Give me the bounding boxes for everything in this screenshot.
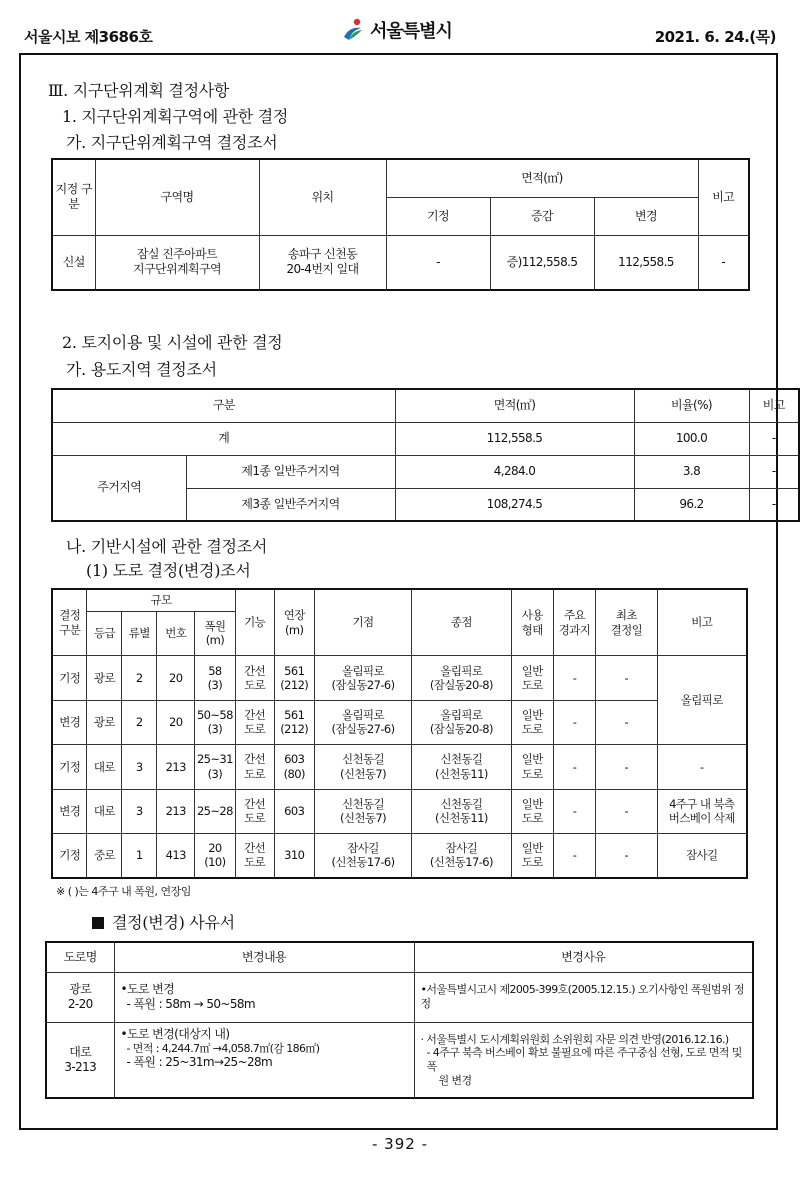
cell-line: 310 [284,848,305,863]
cell [157,656,195,700]
col-header: 면적(㎡) [395,389,634,422]
heading-land-use: 2. 토지이용 및 시설에 관한 결정 [62,333,283,352]
cell: 증)112,558.5 [490,235,594,290]
cell [412,656,511,700]
cell [157,833,195,878]
cell [235,789,274,833]
cell-line: 원 변경 [438,1073,472,1087]
cell-line: (신천동11) [434,811,488,826]
cell-line: (212) [280,677,309,692]
cell-line: 도로 [521,677,543,692]
zoning-table-body [51,388,800,522]
cell [46,1022,114,1098]
cell [412,789,511,833]
col-header: 구역명 [95,159,259,235]
cell [122,745,157,789]
cell-line: · 서울특별시 도시계획위원회 소위원회 자문 의견 반영(2016.12.16.) [420,1032,729,1046]
cell [553,745,595,789]
cell-line: 도로 [521,766,543,781]
cell-line: •도로 변경(대상지 내) [120,1026,230,1041]
heading-zoning: 가. 용도지역 결정조서 [66,360,217,379]
cell [87,745,122,789]
col-header: 기능 [235,589,274,656]
cell-line: 신천동길 [440,796,483,811]
col-header: 종점 [412,589,511,656]
cell-line: 잠사길 [685,848,718,863]
cell [511,656,553,700]
cell [511,789,553,833]
cell [314,745,411,789]
cell [46,972,114,1022]
cell [87,700,122,744]
cell-line: (80) [283,766,305,781]
cell [314,789,411,833]
cell [195,833,235,878]
district-area-table [51,158,750,291]
cell-line: 일반 [521,663,543,678]
col-header: 변경내용 [114,942,414,972]
cell [235,745,274,789]
cell-line: 신천동길 [341,796,384,811]
cell-line: 올림픽로 [680,692,723,707]
cell: 108,274.5 [395,488,634,521]
cell-line: 603 [284,752,305,767]
reason-table [45,941,754,1099]
cell: 계 [52,422,395,455]
header-line: 주요 [563,608,586,623]
heading-reason [92,910,235,933]
cell-line: 4주구 내 북측 [669,796,735,811]
cell: 신설 [52,235,95,290]
cell-line: 올림픽로 [341,663,384,678]
table-row [52,700,747,744]
cell [195,745,235,789]
cell-line: - [624,715,629,730]
cell [195,700,235,744]
cell-line: - 면적 : 4,244.7㎡ →4,058.7㎡(감 186㎡) [126,1041,320,1055]
cell-line: 20 [208,841,222,856]
col-header: 증감 [490,197,594,235]
col-header: 기정 [386,197,490,235]
col-header: 지정 구분 [52,159,95,235]
cell-line: 올림픽로 [341,707,384,722]
cell-line: (잠실동27-6) [331,722,395,737]
cell [95,235,259,290]
cell [122,656,157,700]
cell [235,700,274,744]
cell [114,1022,414,1098]
header-line: 형태 [521,622,543,637]
table-row [46,972,753,1022]
cell-line: - [699,759,704,774]
cell-line: 송파구 신천동 [287,247,358,262]
cell-line: 2 [135,715,143,730]
cell-line: 25~31 [196,752,233,767]
cell [274,789,314,833]
road-table [51,588,748,879]
cell-line: (잠실동20-8) [429,722,493,737]
cell-line: 25~28 [196,804,233,819]
cell: 제1종 일반주거지역 [186,455,395,488]
cell [596,833,657,878]
cell-line: 561 [284,663,305,678]
cell-line: 도로 [244,855,266,870]
cell-line: 3 [135,804,143,819]
road-footnote: ※ ( )는 4주구 내 폭원, 연장임 [56,885,191,898]
cell: 주거지역 [52,455,186,521]
col-header [596,589,657,656]
cell-line: 1 [135,848,143,863]
col-header: 구분 [52,389,395,422]
cell-line: 도로 [244,677,266,692]
col-header: 류별 [122,611,157,655]
cell-line: (3) [207,677,223,692]
table-row [52,833,747,878]
table-row [52,455,799,488]
col-header [511,589,553,656]
cell-line: 간선 [244,796,266,811]
cell-line: - [572,715,577,730]
section-heading-3: Ⅲ. 지구단위계획 결정사항 [48,81,230,100]
cell-line: (신천동7) [339,766,386,781]
col-header [274,589,314,656]
header-line: 사용 [521,608,543,623]
cell-line: 58 [208,663,222,678]
cell: 3.8 [634,455,749,488]
cell [596,789,657,833]
cell [274,656,314,700]
col-header [553,589,595,656]
cell-line: 일반 [521,707,543,722]
cell [87,789,122,833]
cell [114,972,414,1022]
table-row [52,656,747,700]
header-line: 결정일 [610,622,643,637]
cell-line: - 4주구 북측 버스베이 확보 불필요에 따른 주구중심 선형, 도로 면적 및 폭 [426,1046,742,1073]
cell-line: 버스베이 삭제 [668,811,735,826]
table-row [52,235,749,290]
col-header: 비고 [657,589,747,656]
seoul-emblem-icon [340,17,366,43]
cell-line: (신천동17-6) [331,855,395,870]
cell [122,700,157,744]
col-header [195,611,235,655]
cell [511,833,553,878]
cell [52,745,87,789]
cell-line: 올림픽로 [440,663,483,678]
col-header: 비고 [749,389,799,422]
seoul-logo [340,17,452,43]
col-header: 비고 [698,159,749,235]
cell [274,833,314,878]
cell-line: 일반 [521,752,543,767]
cell-line: 도로 [244,811,266,826]
cell-line: - [624,759,629,774]
cell-line: 간선 [244,707,266,722]
cell [52,833,87,878]
cell-line: - 폭원 : 25~31m→25~28m [126,1055,273,1070]
cell-line: (신천동17-6) [429,855,493,870]
cell [52,656,87,700]
col-header: 비율(%) [634,389,749,422]
cell: •서울특별시고시 제2005-399호(2005.12.15.) 오기사항인 폭원범위 정정 [414,972,753,1022]
cell [511,745,553,789]
cell-line: - [572,848,577,863]
cell-line: 신천동길 [440,752,483,767]
cell-line: 도로 [521,855,543,870]
cell: - [386,235,490,290]
col-header: 등급 [87,611,122,655]
cell [274,745,314,789]
cell-line: (신천동11) [434,766,488,781]
cell: 4,284.0 [395,455,634,488]
table-row [52,422,799,455]
cell-line: (212) [280,722,309,737]
cell-line: 신천동길 [341,752,384,767]
cell-line: 도로 [244,722,266,737]
cell [553,656,595,700]
cell [596,700,657,744]
cell-line: 20 [169,670,183,685]
header-line: 최초 [615,608,637,623]
cell [657,789,747,833]
col-header: 도로명 [46,942,114,972]
cell-line: 잠실 진주아파트 [136,247,218,262]
cell-line: - [624,804,629,819]
col-header: 변경사유 [414,942,753,972]
cell-line: 도로 [521,811,543,826]
gazette-issue: 서울시보 제3686호 [24,28,153,46]
cell [314,833,411,878]
page-number: - 392 - [372,1135,428,1153]
header-line: 연장 [283,608,305,623]
cell [657,745,747,789]
cell [511,700,553,744]
cell: 96.2 [634,488,749,521]
cell [122,833,157,878]
heading-road: (1) 도로 결정(변경)조서 [86,561,251,580]
cell-line: 50~58 [196,707,233,722]
cell-line: •도로 변경 [120,982,175,996]
cell-line: 중로 [93,848,115,863]
cell [274,700,314,744]
table-row [52,745,747,789]
cell-line: (3) [207,766,223,781]
cell-line: 대로 [93,804,115,819]
cell-line: 213 [165,804,186,819]
square-bullet-icon [92,917,104,929]
cell [414,1022,753,1098]
cell-line: 간선 [244,663,266,678]
cell-line: 일반 [521,796,543,811]
cell [87,656,122,700]
cell [195,789,235,833]
cell [553,700,595,744]
header-line: 폭원 [204,619,226,634]
header-line: 경과지 [558,622,591,637]
cell-line: 올림픽로 [440,707,483,722]
cell [235,833,274,878]
header-line: (m) [285,622,304,637]
cell [314,700,411,744]
cell-line: 561 [284,707,305,722]
cell-line: 413 [165,848,186,863]
cell [553,833,595,878]
cell-line: 잠사길 [445,841,478,856]
col-header: 번호 [157,611,195,655]
cell-line: 도로 [244,766,266,781]
cell-line: (잠실동27-6) [331,677,395,692]
cell-line: - [624,670,629,685]
cell [259,235,386,290]
heading-reason-text: 결정(변경) 사유서 [112,913,235,932]
cell [412,745,511,789]
cell-line: 3-213 [64,1059,97,1074]
cell-line: 기정 [59,759,81,774]
page-header [0,0,800,50]
cell-line: 2-20 [67,997,93,1011]
cell [52,700,87,744]
col-header: 면적(㎡) [386,159,698,197]
cell-line: 변경 [59,804,81,819]
cell [122,789,157,833]
cell [553,789,595,833]
cell: 100.0 [634,422,749,455]
heading-district-area: 가. 지구단위계획구역 결정조서 [66,133,278,152]
cell-line: 도로 [521,722,543,737]
cell-line: - [572,759,577,774]
cell [157,745,195,789]
cell-line: 기정 [59,848,81,863]
table-row [46,1022,753,1098]
cell-line: 20-4번지 일대 [286,262,359,277]
heading-infrastructure: 나. 기반시설에 관한 결정조서 [66,537,268,556]
cell-line: 간선 [244,841,266,856]
cell-line: - 폭원 : 58m → 50~58m [126,997,256,1011]
cell [657,656,747,745]
cell [314,656,411,700]
col-header: 기점 [314,589,411,656]
cell [157,789,195,833]
cell-line: (잠실동20-8) [429,677,493,692]
cell-line: 대로 [93,759,115,774]
gazette-date: 2021. 6. 24.(목) [654,28,776,46]
cell-line: 603 [284,804,305,819]
cell [657,833,747,878]
cell [52,789,87,833]
cell-line: (3) [207,722,223,737]
cell-line: 213 [165,759,186,774]
cell-line: 변경 [59,715,81,730]
cell [412,833,511,878]
cell-line: 3 [135,759,143,774]
cell: 112,558.5 [594,235,698,290]
logo-text: 서울특별시 [370,21,452,42]
cell-line: 지구단위계획구역 [133,262,221,277]
col-header: 결정 구분 [52,589,87,656]
cell [195,656,235,700]
col-header: 변경 [594,197,698,235]
cell-line: 간선 [244,752,266,767]
cell: 제3종 일반주거지역 [186,488,395,521]
cell-line: 광로 [93,715,115,730]
cell: - [698,235,749,290]
cell-line: 광로 [69,982,92,996]
heading-district-plan: 1. 지구단위계획구역에 관한 결정 [62,107,289,126]
cell-line: 일반 [521,841,543,856]
cell-line: 잠사길 [347,841,379,856]
cell [596,656,657,700]
cell: - [749,422,799,455]
cell-line: - [572,804,577,819]
cell-line: 20 [169,715,183,730]
col-header: 규모 [87,589,235,611]
cell: 112,558.5 [395,422,634,455]
cell-line: (신천동7) [339,811,386,826]
cell [235,656,274,700]
cell-line: 광로 [93,670,115,685]
col-header: 위치 [259,159,386,235]
cell [87,833,122,878]
cell-line: 2 [135,670,143,685]
table-row [52,789,747,833]
header-line: (m) [205,633,225,648]
cell-line: 기정 [59,670,81,685]
cell: - [749,455,799,488]
cell-line: - [572,670,577,685]
cell [157,700,195,744]
cell: - [749,488,799,521]
cell [596,745,657,789]
cell [412,700,511,744]
cell-line: 대로 [69,1044,92,1059]
cell-line: (10) [204,855,226,870]
cell-line: - [624,848,629,863]
